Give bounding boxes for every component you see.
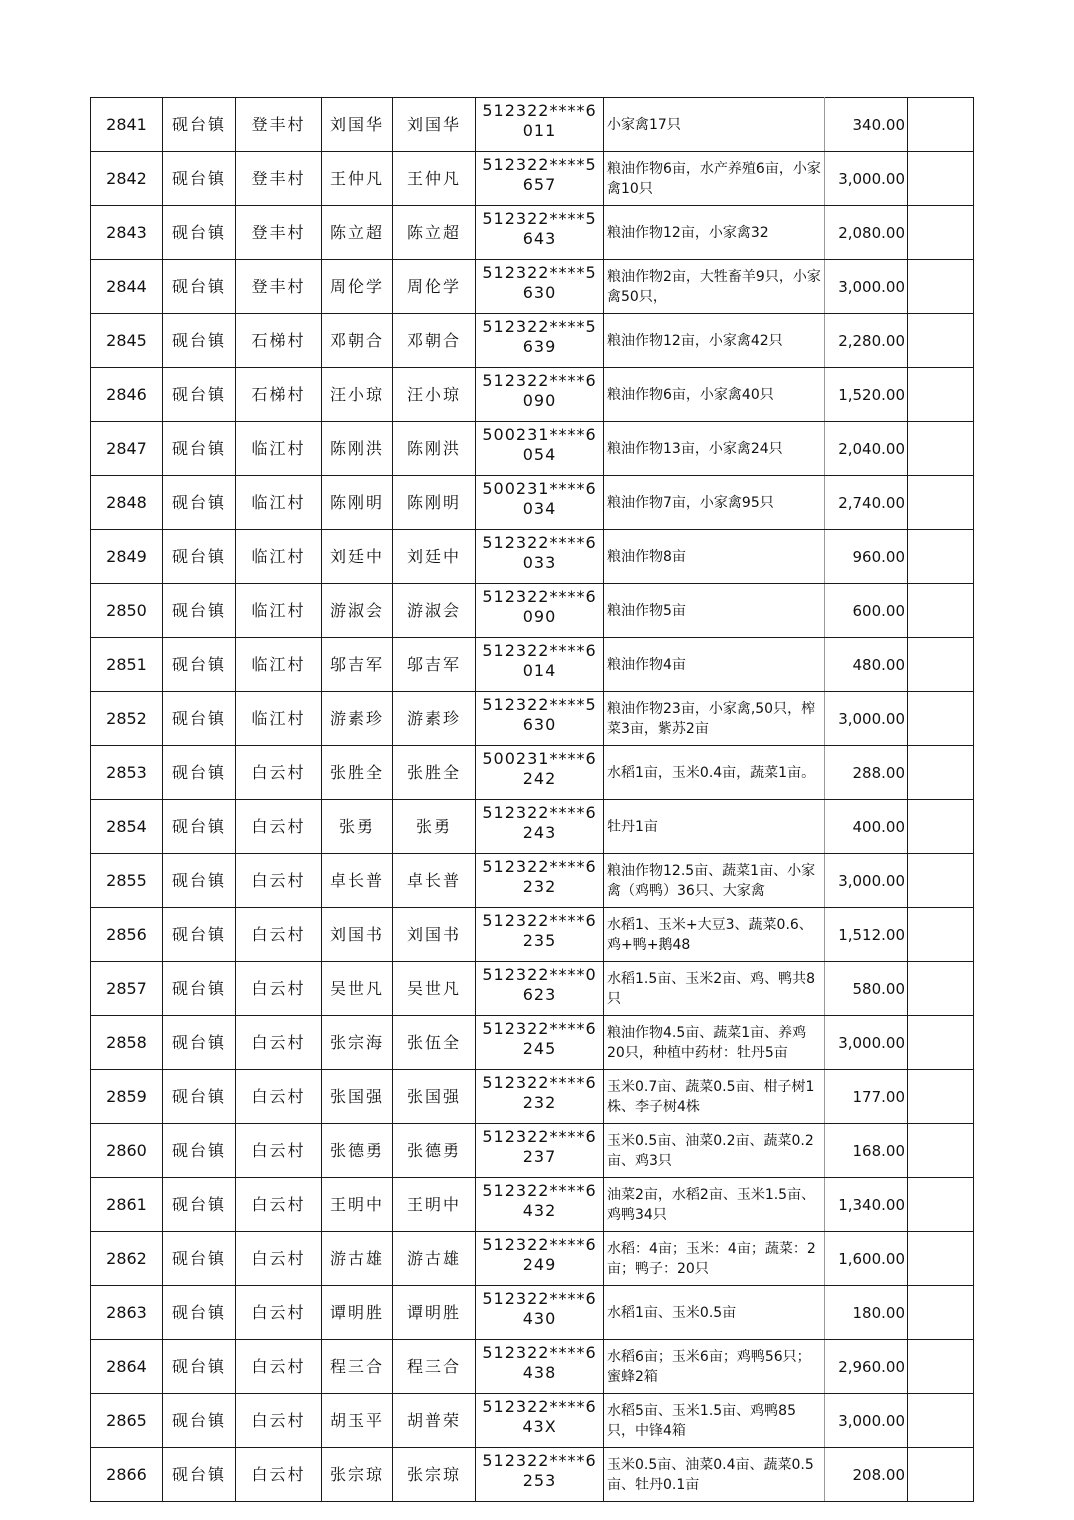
village-cell: 白云村 (236, 1286, 322, 1340)
production-description-cell (604, 962, 825, 1016)
town-cell: 砚台镇 (163, 1340, 236, 1394)
id-number-cell: 512322****6253 (476, 1448, 604, 1502)
row-number-cell: 2857 (91, 962, 163, 1016)
household-head-cell: 刘国书 (322, 908, 393, 962)
production-description-cell (604, 1178, 825, 1232)
table-row (91, 800, 974, 854)
town-cell: 砚台镇 (163, 152, 236, 206)
recipient-name-cell: 邓朝合 (393, 314, 476, 368)
amount-cell: 1,512.00 (825, 908, 908, 962)
remarks-cell (908, 638, 974, 692)
production-description-cell (604, 98, 825, 152)
row-number-cell: 2850 (91, 584, 163, 638)
remarks-cell (908, 476, 974, 530)
amount-cell: 2,740.00 (825, 476, 908, 530)
id-number-cell: 512322****5639 (476, 314, 604, 368)
row-number-cell: 2843 (91, 206, 163, 260)
production-description-cell (604, 800, 825, 854)
amount-cell: 3,000.00 (825, 1016, 908, 1070)
production-description-cell (604, 1232, 825, 1286)
id-number-cell: 512322****0623 (476, 962, 604, 1016)
remarks-cell (908, 422, 974, 476)
row-number-cell: 2859 (91, 1070, 163, 1124)
description-text: 水稻1.5亩、玉米2亩、鸡、鸭共8只 (607, 970, 816, 1007)
description-text: 粮油作物23亩，小家禽,50只，榨菜3亩，紫苏2亩 (607, 700, 816, 737)
row-number-cell: 2863 (91, 1286, 163, 1340)
production-description-cell (604, 152, 825, 206)
town-cell: 砚台镇 (163, 746, 236, 800)
town-cell: 砚台镇 (163, 530, 236, 584)
household-head-cell: 王仲凡 (322, 152, 393, 206)
id-number-cell: 500231****6034 (476, 476, 604, 530)
town-cell: 砚台镇 (163, 854, 236, 908)
recipient-name-cell: 刘国华 (393, 98, 476, 152)
id-number-cell: 512322****6014 (476, 638, 604, 692)
town-cell: 砚台镇 (163, 638, 236, 692)
description-text: 粮油作物12亩，小家禽42只 (607, 332, 783, 349)
id-number-cell: 500231****6242 (476, 746, 604, 800)
table-row (91, 98, 974, 152)
table-row (91, 422, 974, 476)
table-row (91, 152, 974, 206)
table-row (91, 1070, 974, 1124)
remarks-cell (908, 314, 974, 368)
village-cell: 临江村 (236, 530, 322, 584)
description-text: 粮油作物2亩，大牲畜羊9只，小家禽50只， (607, 268, 821, 305)
row-number-cell: 2851 (91, 638, 163, 692)
village-cell: 登丰村 (236, 260, 322, 314)
recipient-name-cell: 刘国书 (393, 908, 476, 962)
remarks-cell (908, 908, 974, 962)
household-head-cell: 邓朝合 (322, 314, 393, 368)
household-head-cell: 程三合 (322, 1340, 393, 1394)
remarks-cell (908, 800, 974, 854)
recipient-name-cell: 程三合 (393, 1340, 476, 1394)
production-description-cell (604, 476, 825, 530)
remarks-cell (908, 962, 974, 1016)
production-description-cell (604, 1394, 825, 1448)
village-cell: 石梯村 (236, 368, 322, 422)
row-number-cell: 2849 (91, 530, 163, 584)
id-number-cell: 512322****6011 (476, 98, 604, 152)
village-cell: 白云村 (236, 1178, 322, 1232)
description-text: 水稻1亩、玉米0.5亩 (607, 1304, 737, 1321)
production-description-cell (604, 1340, 825, 1394)
amount-cell: 1,520.00 (825, 368, 908, 422)
recipient-name-cell: 陈立超 (393, 206, 476, 260)
village-cell: 白云村 (236, 746, 322, 800)
amount-cell: 3,000.00 (825, 854, 908, 908)
household-head-cell: 周伦学 (322, 260, 393, 314)
table-row (91, 314, 974, 368)
description-text: 小家禽17只 (607, 116, 681, 133)
row-number-cell: 2845 (91, 314, 163, 368)
remarks-cell (908, 152, 974, 206)
id-number-cell: 512322****6237 (476, 1124, 604, 1178)
village-cell: 白云村 (236, 800, 322, 854)
household-head-cell: 张国强 (322, 1070, 393, 1124)
household-head-cell: 汪小琼 (322, 368, 393, 422)
amount-cell: 600.00 (825, 584, 908, 638)
table-row (91, 368, 974, 422)
amount-cell: 288.00 (825, 746, 908, 800)
production-description-cell (604, 260, 825, 314)
amount-cell: 580.00 (825, 962, 908, 1016)
table-row (91, 1178, 974, 1232)
village-cell: 登丰村 (236, 206, 322, 260)
remarks-cell (908, 1232, 974, 1286)
town-cell: 砚台镇 (163, 368, 236, 422)
id-number-cell: 512322****5657 (476, 152, 604, 206)
remarks-cell (908, 854, 974, 908)
row-number-cell: 2866 (91, 1448, 163, 1502)
village-cell: 白云村 (236, 1016, 322, 1070)
amount-cell: 3,000.00 (825, 1394, 908, 1448)
table-row (91, 854, 974, 908)
village-cell: 白云村 (236, 1448, 322, 1502)
production-description-cell (604, 422, 825, 476)
row-number-cell: 2852 (91, 692, 163, 746)
village-cell: 临江村 (236, 692, 322, 746)
town-cell: 砚台镇 (163, 584, 236, 638)
description-text: 粮油作物7亩，小家禽95只 (607, 494, 774, 511)
town-cell: 砚台镇 (163, 962, 236, 1016)
remarks-cell (908, 692, 974, 746)
recipient-name-cell: 游古雄 (393, 1232, 476, 1286)
recipient-name-cell: 刘廷中 (393, 530, 476, 584)
village-cell: 登丰村 (236, 152, 322, 206)
remarks-cell (908, 1178, 974, 1232)
description-text: 玉米0.5亩、油菜0.4亩、蔬菜0.5亩、牡丹0.1亩 (607, 1456, 814, 1493)
village-cell: 白云村 (236, 1070, 322, 1124)
amount-cell: 2,080.00 (825, 206, 908, 260)
row-number-cell: 2864 (91, 1340, 163, 1394)
description-text: 粮油作物6亩，水产养殖6亩，小家禽10只 (607, 160, 821, 197)
table-row (91, 530, 974, 584)
id-number-cell: 512322****6090 (476, 368, 604, 422)
production-description-cell (604, 530, 825, 584)
village-cell: 临江村 (236, 476, 322, 530)
village-cell: 临江村 (236, 422, 322, 476)
village-cell: 临江村 (236, 584, 322, 638)
row-number-cell: 2855 (91, 854, 163, 908)
recipient-name-cell: 陈刚洪 (393, 422, 476, 476)
recipient-name-cell: 张德勇 (393, 1124, 476, 1178)
village-cell: 白云村 (236, 1232, 322, 1286)
id-number-cell: 512322****6232 (476, 854, 604, 908)
town-cell: 砚台镇 (163, 1016, 236, 1070)
household-head-cell: 陈立超 (322, 206, 393, 260)
recipient-name-cell: 张伍全 (393, 1016, 476, 1070)
id-number-cell: 512322****6249 (476, 1232, 604, 1286)
row-number-cell: 2848 (91, 476, 163, 530)
table-row (91, 1124, 974, 1178)
household-head-cell: 张宗琼 (322, 1448, 393, 1502)
table-row (91, 1448, 974, 1502)
row-number-cell: 2841 (91, 98, 163, 152)
town-cell: 砚台镇 (163, 422, 236, 476)
description-text: 粮油作物13亩，小家禽24只 (607, 440, 783, 457)
town-cell: 砚台镇 (163, 1178, 236, 1232)
remarks-cell (908, 1124, 974, 1178)
row-number-cell: 2861 (91, 1178, 163, 1232)
remarks-cell (908, 584, 974, 638)
recipient-name-cell: 张胜全 (393, 746, 476, 800)
recipient-name-cell: 周伦学 (393, 260, 476, 314)
description-text: 粮油作物12亩，小家禽32 (607, 224, 769, 241)
household-head-cell: 张胜全 (322, 746, 393, 800)
town-cell: 砚台镇 (163, 1286, 236, 1340)
id-number-cell: 500231****6054 (476, 422, 604, 476)
description-text: 牡丹1亩 (607, 818, 658, 835)
remarks-cell (908, 260, 974, 314)
household-head-cell: 游素珍 (322, 692, 393, 746)
description-text: 水稻：4亩；玉米：4亩；蔬菜：2亩；鸭子：20只 (607, 1240, 816, 1277)
table-body (91, 98, 974, 1502)
table-row (91, 908, 974, 962)
remarks-cell (908, 1394, 974, 1448)
amount-cell: 2,960.00 (825, 1340, 908, 1394)
remarks-cell (908, 98, 974, 152)
amount-cell: 480.00 (825, 638, 908, 692)
description-text: 水稻5亩、玉米1.5亩、鸡鸭85只，中锋4箱 (607, 1402, 796, 1439)
village-cell: 临江村 (236, 638, 322, 692)
amount-cell: 180.00 (825, 1286, 908, 1340)
village-cell: 登丰村 (236, 98, 322, 152)
description-text: 水稻1、玉米+大豆3、蔬菜0.6、鸡+鸭+鹅48 (607, 916, 813, 953)
town-cell: 砚台镇 (163, 1232, 236, 1286)
production-description-cell (604, 746, 825, 800)
town-cell: 砚台镇 (163, 1394, 236, 1448)
production-description-cell (604, 314, 825, 368)
household-head-cell: 张勇 (322, 800, 393, 854)
id-number-cell: 512322****5643 (476, 206, 604, 260)
household-head-cell: 胡玉平 (322, 1394, 393, 1448)
recipient-name-cell: 游素珍 (393, 692, 476, 746)
recipient-name-cell: 张勇 (393, 800, 476, 854)
production-description-cell (604, 368, 825, 422)
town-cell: 砚台镇 (163, 1124, 236, 1178)
id-number-cell: 512322****643X (476, 1394, 604, 1448)
household-head-cell: 游古雄 (322, 1232, 393, 1286)
table-row (91, 1340, 974, 1394)
description-text: 粮油作物4.5亩、蔬菜1亩、养鸡20只，种植中药材：牡丹5亩 (607, 1024, 807, 1061)
table-row (91, 260, 974, 314)
town-cell: 砚台镇 (163, 98, 236, 152)
production-description-cell (604, 206, 825, 260)
id-number-cell: 512322****6245 (476, 1016, 604, 1070)
row-number-cell: 2853 (91, 746, 163, 800)
row-number-cell: 2842 (91, 152, 163, 206)
production-description-cell (604, 1070, 825, 1124)
remarks-cell (908, 746, 974, 800)
recipient-name-cell: 谭明胜 (393, 1286, 476, 1340)
table-row (91, 206, 974, 260)
town-cell: 砚台镇 (163, 800, 236, 854)
remarks-cell (908, 1070, 974, 1124)
village-cell: 白云村 (236, 854, 322, 908)
amount-cell: 168.00 (825, 1124, 908, 1178)
household-head-cell: 王明中 (322, 1178, 393, 1232)
remarks-cell (908, 1016, 974, 1070)
recipient-name-cell: 胡普荣 (393, 1394, 476, 1448)
recipient-name-cell: 陈刚明 (393, 476, 476, 530)
id-number-cell: 512322****5630 (476, 692, 604, 746)
row-number-cell: 2860 (91, 1124, 163, 1178)
household-head-cell: 谭明胜 (322, 1286, 393, 1340)
description-text: 粮油作物12.5亩、蔬菜1亩、小家禽（鸡鸭）36只、大家禽 (607, 862, 816, 899)
id-number-cell: 512322****6232 (476, 1070, 604, 1124)
amount-cell: 208.00 (825, 1448, 908, 1502)
household-head-cell: 邬吉军 (322, 638, 393, 692)
town-cell: 砚台镇 (163, 314, 236, 368)
household-head-cell: 刘廷中 (322, 530, 393, 584)
production-description-cell (604, 692, 825, 746)
recipient-name-cell: 汪小琼 (393, 368, 476, 422)
amount-cell: 400.00 (825, 800, 908, 854)
remarks-cell (908, 1286, 974, 1340)
household-head-cell: 游淑会 (322, 584, 393, 638)
production-description-cell (604, 854, 825, 908)
row-number-cell: 2865 (91, 1394, 163, 1448)
production-description-cell (604, 584, 825, 638)
description-text: 粮油作物6亩，小家禽40只 (607, 386, 774, 403)
row-number-cell: 2858 (91, 1016, 163, 1070)
household-head-cell: 吴世凡 (322, 962, 393, 1016)
description-text: 水稻1亩，玉米0.4亩，蔬菜1亩。 (607, 764, 816, 781)
id-number-cell: 512322****6438 (476, 1340, 604, 1394)
household-head-cell: 张宗海 (322, 1016, 393, 1070)
remarks-cell (908, 530, 974, 584)
row-number-cell: 2854 (91, 800, 163, 854)
amount-cell: 2,040.00 (825, 422, 908, 476)
description-text: 水稻6亩；玉米6亩；鸡鸭56只；蜜蜂2箱 (607, 1348, 811, 1385)
recipient-name-cell: 吴世凡 (393, 962, 476, 1016)
amount-cell: 3,000.00 (825, 152, 908, 206)
id-number-cell: 512322****5630 (476, 260, 604, 314)
village-cell: 白云村 (236, 1124, 322, 1178)
table-row (91, 584, 974, 638)
id-number-cell: 512322****6430 (476, 1286, 604, 1340)
household-head-cell: 张德勇 (322, 1124, 393, 1178)
id-number-cell: 512322****6033 (476, 530, 604, 584)
row-number-cell: 2846 (91, 368, 163, 422)
town-cell: 砚台镇 (163, 1448, 236, 1502)
table-row (91, 1286, 974, 1340)
recipient-name-cell: 王仲凡 (393, 152, 476, 206)
recipient-name-cell: 邬吉军 (393, 638, 476, 692)
recipient-name-cell: 游淑会 (393, 584, 476, 638)
production-description-cell (604, 638, 825, 692)
remarks-cell (908, 206, 974, 260)
table-row (91, 638, 974, 692)
production-description-cell (604, 908, 825, 962)
household-head-cell: 陈刚明 (322, 476, 393, 530)
amount-cell: 177.00 (825, 1070, 908, 1124)
description-text: 油菜2亩，水稻2亩、玉米1.5亩、鸡鸭34只 (607, 1186, 816, 1223)
id-number-cell: 512322****6235 (476, 908, 604, 962)
production-description-cell (604, 1286, 825, 1340)
remarks-cell (908, 368, 974, 422)
amount-cell: 1,600.00 (825, 1232, 908, 1286)
town-cell: 砚台镇 (163, 692, 236, 746)
household-head-cell: 陈刚洪 (322, 422, 393, 476)
household-head-cell: 卓长普 (322, 854, 393, 908)
table-row (91, 746, 974, 800)
id-number-cell: 512322****6243 (476, 800, 604, 854)
town-cell: 砚台镇 (163, 260, 236, 314)
description-text: 粮油作物5亩 (607, 602, 686, 619)
table-row (91, 476, 974, 530)
household-head-cell: 刘国华 (322, 98, 393, 152)
table-row (91, 1016, 974, 1070)
village-cell: 白云村 (236, 908, 322, 962)
village-cell: 白云村 (236, 1394, 322, 1448)
description-text: 粮油作物8亩 (607, 548, 686, 565)
description-text: 玉米0.7亩、蔬菜0.5亩、柑子树1株、李子树4株 (607, 1078, 815, 1115)
amount-cell: 960.00 (825, 530, 908, 584)
amount-cell: 3,000.00 (825, 692, 908, 746)
row-number-cell: 2844 (91, 260, 163, 314)
recipient-name-cell: 张国强 (393, 1070, 476, 1124)
village-cell: 石梯村 (236, 314, 322, 368)
table-row (91, 1232, 974, 1286)
description-text: 粮油作物4亩 (607, 656, 686, 673)
recipient-name-cell: 张宗琼 (393, 1448, 476, 1502)
row-number-cell: 2856 (91, 908, 163, 962)
id-number-cell: 512322****6432 (476, 1178, 604, 1232)
production-description-cell (604, 1448, 825, 1502)
table-row (91, 1394, 974, 1448)
remarks-cell (908, 1340, 974, 1394)
village-cell: 白云村 (236, 962, 322, 1016)
id-number-cell: 512322****6090 (476, 584, 604, 638)
town-cell: 砚台镇 (163, 206, 236, 260)
recipient-name-cell: 卓长普 (393, 854, 476, 908)
town-cell: 砚台镇 (163, 1070, 236, 1124)
amount-cell: 340.00 (825, 98, 908, 152)
subsidy-table (90, 97, 974, 1502)
amount-cell: 1,340.00 (825, 1178, 908, 1232)
production-description-cell (604, 1124, 825, 1178)
description-text: 玉米0.5亩、油菜0.2亩、蔬菜0.2亩、鸡3只 (607, 1132, 814, 1169)
remarks-cell (908, 1448, 974, 1502)
village-cell: 白云村 (236, 1340, 322, 1394)
table-row (91, 692, 974, 746)
town-cell: 砚台镇 (163, 908, 236, 962)
row-number-cell: 2847 (91, 422, 163, 476)
row-number-cell: 2862 (91, 1232, 163, 1286)
recipient-name-cell: 王明中 (393, 1178, 476, 1232)
amount-cell: 3,000.00 (825, 260, 908, 314)
production-description-cell (604, 1016, 825, 1070)
table-row (91, 962, 974, 1016)
amount-cell: 2,280.00 (825, 314, 908, 368)
town-cell: 砚台镇 (163, 476, 236, 530)
